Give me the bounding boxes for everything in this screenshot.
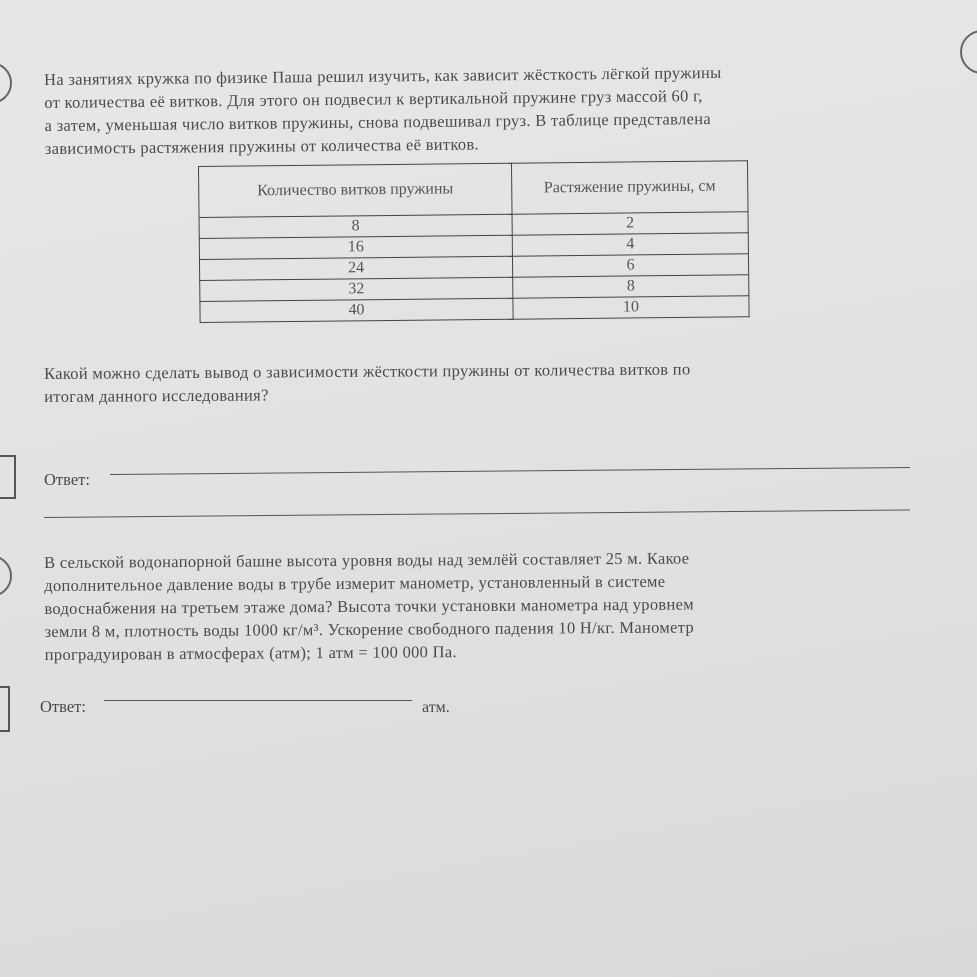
- answer1-input-line[interactable]: [110, 467, 910, 475]
- task1-line: На занятиях кружка по физике Паша решил изучить, как зависит жёсткость лёгкой пружины: [44, 62, 722, 89]
- cell-turns: 40: [200, 298, 513, 322]
- answer1-second-line[interactable]: [44, 509, 910, 518]
- task2-line: проградуирован в атмосферах (атм); 1 атм = 100 000 Па.: [44, 642, 457, 664]
- header-extension: Растяжение пружины, см: [511, 161, 748, 214]
- task-number-circle-2: [0, 555, 12, 597]
- answer1-label: Ответ:: [44, 470, 90, 489]
- task2-line: дополнительное давление воды в трубе измерит манометр, установленный в системе: [44, 571, 666, 595]
- springs-table: [198, 160, 750, 323]
- answer2-input-line[interactable]: [104, 700, 412, 701]
- task1-text: [44, 61, 722, 160]
- cell-turns: 16: [199, 235, 512, 259]
- task1-question: [44, 357, 691, 408]
- task-number-circle: [0, 62, 12, 104]
- cell-extension: 8: [513, 275, 749, 298]
- task2-line: водоснабжения на третьем этаже дома? Высота точки установки манометра над уровнем: [44, 594, 695, 618]
- question-line: Какой можно сделать вывод о зависимости жёсткости пружины от количества витков по: [44, 359, 691, 383]
- task1-line: от количества её витков. Для этого он подвесил к вертикальной пружине груз массой 60 г,: [44, 86, 703, 112]
- cell-turns: 8: [199, 214, 512, 238]
- cell-extension: 6: [512, 254, 748, 277]
- cell-turns: 32: [200, 277, 513, 301]
- task2-line: земли 8 м, плотность воды 1000 кг/м³. Ускорение свободного падения 10 Н/кг. Манометр: [44, 617, 695, 641]
- answer-box-2: [0, 686, 10, 732]
- task1-line: а затем, уменьшая число витков пружины, снова подвешивал груз. В таблице представлена: [44, 109, 711, 135]
- task2-line: В сельской водонапорной башне высота уровня воды над землёй составляет 25 м. Какое: [44, 548, 690, 572]
- cell-extension: 2: [512, 212, 748, 235]
- cell-extension: 10: [513, 296, 749, 319]
- header-turns: Количество витков пружины: [199, 163, 513, 217]
- question-line: итогам данного исследования?: [44, 385, 269, 406]
- answer-box-1: [0, 455, 16, 499]
- cell-extension: 4: [512, 233, 748, 256]
- answer2-label: Ответ:: [40, 697, 86, 716]
- page-corner-circle: [960, 30, 977, 74]
- cell-turns: 24: [199, 256, 512, 280]
- task2-text: [44, 546, 694, 666]
- task1-line: зависимость растяжения пружины от количества её витков.: [44, 134, 480, 158]
- table-row: [200, 296, 749, 323]
- answer2-unit: атм.: [422, 699, 450, 716]
